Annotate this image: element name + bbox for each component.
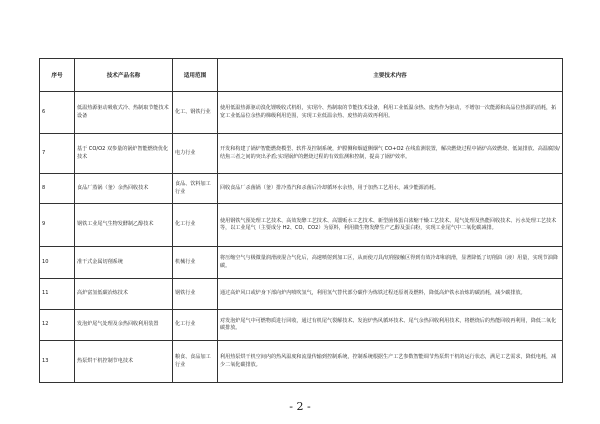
page-number: - 2 -	[289, 400, 311, 413]
row-product-name: 钢铁工业尾气生物发酵制乙醇技术	[75, 204, 173, 247]
row-scope: 化工行业	[173, 204, 218, 247]
row-content: 利用热泵烘干机空间内的热风温度和流量传输到控制系统，控制系统根据生产工艺参数智能调节热泵烘干机的运行状态，满足工艺需求，降低电耗，减少二氧化碳排放。	[218, 341, 563, 383]
header-content: 主要技术内容	[218, 59, 563, 92]
header-number: 序号	[40, 59, 75, 92]
row-product-name: 发泡炉尾气处理及余热回收利用装置	[75, 310, 173, 341]
row-scope: 化工行业	[173, 310, 218, 341]
row-product-name: 高炉富氢低碳冶炼技术	[75, 279, 173, 310]
row-scope: 粮食、食品加工行业	[173, 341, 218, 383]
table-row	[40, 204, 563, 247]
table-row	[40, 247, 563, 279]
row-product-name: 食品厂蒸锅（釜）余热回收技术	[75, 174, 173, 204]
row-content: 对发泡炉尾气中可燃物质进行回收，通过有机尾气裂解技术、发泡炉热风循环技术、尾气余热回收利用技术，将燃烧后的热能回收再利用，降低二氧化碳排放。	[218, 310, 563, 341]
table-row	[40, 134, 563, 174]
row-number: 7	[40, 134, 75, 174]
row-scope: 食品、饮料加工行业	[173, 174, 218, 204]
table-row	[40, 310, 563, 341]
row-number: 8	[40, 174, 75, 204]
row-number: 10	[40, 247, 75, 279]
row-number: 11	[40, 279, 75, 310]
row-content: 将压缩空气与极微量润滑液混合气化后，高速喷射到加工区，从而使刀具/切削接触区得到有效冷却和润滑，显著降低了切削油（液）用量，实现节油降碳。	[218, 247, 563, 279]
row-scope: 机械行业	[173, 247, 218, 279]
row-scope: 钢铁行业	[173, 279, 218, 310]
row-product-name: 基于 CO/O2 双参量的锅炉智能燃烧优化技术	[75, 134, 173, 174]
header-scope: 适用范围	[173, 59, 218, 92]
row-content: 回收食品厂杀菌锅（釜）排冷蒸汽和杀菌后冷却循环水余热，用于加热工艺用水，减少能源消耗。	[218, 174, 563, 204]
table-row	[40, 174, 563, 204]
row-content: 开发和构建了锅炉智能燃烧模型、软件及控制系统，炉膛侧和烟道侧烟气 CO+O2 在线监测装置，解决燃烧过程中锅炉高效燃烧、低氮排放、高温腐蚀/结焦三者之间的突出矛盾;实现锅炉的燃烧过程的有效监测和控制，提高了锅炉效率。	[218, 134, 563, 174]
row-number: 13	[40, 341, 75, 383]
table-row	[40, 279, 563, 310]
technology-table	[39, 58, 563, 383]
table-header-row	[40, 59, 563, 92]
row-number: 12	[40, 310, 75, 341]
row-product-name: 低温热源驱动吸收式冷、热制取节能技术设备	[75, 92, 173, 134]
row-content: 通过高炉风口或炉身下部向炉内喷吹氢气，利用氢气替代部分碳作为炼铁过程还原剂及燃料，降低高炉铁水冶炼的碳消耗，减少碳排放。	[218, 279, 563, 310]
row-number: 6	[40, 92, 75, 134]
table-row	[40, 92, 563, 134]
row-product-name: 热泵烘干机控制节电技术	[75, 341, 173, 383]
row-content: 使用钢铁气预处理工艺技术、高效发酵工艺技术、高馏贩水工艺技术、新型菌体蛋白浓缩干燥工艺技术、尾气处理及热能回收技术、污水处理工艺技术等，以工业尾气（主要成分 H2、CO、CO2）为原料，利用微生物发酵生产乙醇及蛋白粉，实现工业尾气中二氧化碳减排。	[218, 204, 563, 247]
row-number: 9	[40, 204, 75, 247]
row-scope: 化工、钢铁行业	[173, 92, 218, 134]
table-row	[40, 341, 563, 383]
header-product-name: 技术产品名称	[75, 59, 173, 92]
row-content: 使用低温热源驱动溴化锂吸收式机组，实现冷、热制取的节能技术设备，利用工业低温余热、废热作为驱动，不增加一次能源和高品位热源的消耗，拓宽工业低品位余热的梯级利用范围，实现工业低温余热、废热的高效再利用。	[218, 92, 563, 134]
row-scope: 电力行业	[173, 134, 218, 174]
row-product-name: 准干式金属切削系统	[75, 247, 173, 279]
